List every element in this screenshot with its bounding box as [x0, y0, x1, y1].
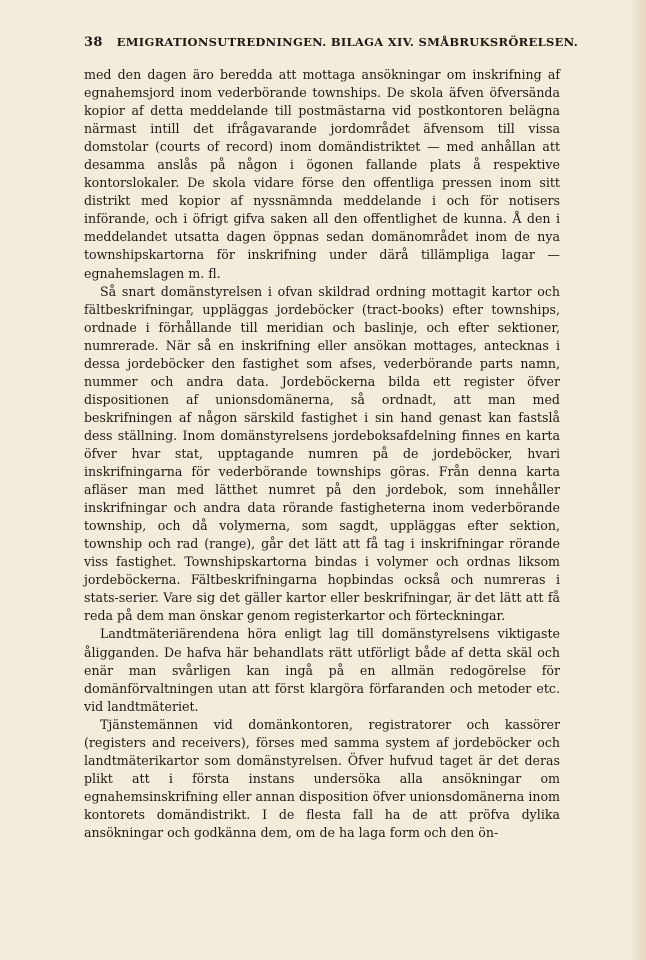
page-edge [630, 0, 646, 960]
paragraph-tjanstemannen: Tjänstemännen vid domänkontoren, registratorer och kassörer (registers and receivers), förses med samma system af jordeböcker och landtmäterikartor som domänstyrelsen. Öfver hufvud taget är det deras plikt att i första instans undersöka alla ansökningar om egnahemsinskrifning eller annan disposition öfver unionsdomänerna inom kontorets domändistrikt. I de flesta fall ha de att pröfva dylika ansökningar och godkänna dem, om de ha laga form och den ön- [84, 716, 560, 840]
paragraph-landtmateri: Landtmäteriärendena höra enligt lag till domänstyrelsens viktigaste åligganden. De hafva här behandlats rätt utförligt både af detta skäl och enär man svårligen kan ingå på en allmän redogörelse för domänförvaltningen utan att först klargöra förfaranden och metoder etc. vid landtmäteriet. [84, 626, 560, 714]
paragraph-continuation: med den dagen äro beredda att mottaga ansökningar om inskrifning af egnahemsjord inom vederbörande townships. De skola äfven öfversända kopior af detta meddelande till postmästarna vid postkontoren belägna närmast intill det ifrågavarande jordområdet äfvensom till vissa domstolar (courts of record) inom domändistriktet — med anhållan att desamma anslås på någon i ögonen fallande plats å respektive kontorslokaler. De skola vidare förse den offentliga pressen inom sitt distrikt med kopior af nyssnämnda meddelande i och för notisers införande, och i öfrigt gifva saken all den offentlighet de kunna. Å den i meddelandet utsatta dagen öppnas sedan domänområdet inom de nya townshipskartorna för inskrifning under därå tillämpliga lagar — egnahemslagen m. fl. [84, 67, 560, 281]
page-number: 38 [84, 35, 103, 50]
running-title: EMIGRATIONSUTREDNINGEN. BILAGA XIV. SMÅBRUKSRÖRELSEN. [116, 35, 579, 49]
paragraph-jordebocker: Så snart domänstyrelsen i ofvan skildrad ordning mottagit kartor och fältbeskrifningar, uppläggas jordeböcker (tract-books) efter townships, ordnade i förhållande till meridian och baslinje, och efter sektioner, numrerade. När så en inskrifning eller ansökan mottages, antecknas i dessa jordeböcker den fastighet som afses, vederbörande parts namn, nummer och andra data. Jordeböckerna bilda ett register öfver dispositionen af unionsdomänerna, så ordnadt, att man med beskrifningen af någon särskild fastighet i sin hand genast kan fastslå dess ställning. Inom domänstyrelsens jordeboksafdelning finnes en karta öfver hvar stat, upptagande numren på de jordeböcker, hvari inskrifningarna för vederbörande townships göras. Från denna karta afläser man med lätthet numret på den jordebok, som innehåller inskrifningar och andra data rörande fastigheterna inom vederbörande township, och då volymerna, som sagdt, uppläggas efter sektion, township och rad (range), går det lätt att få tag i inskrifningar rörande viss fastighet. Townshipskartorna bindas i volymer och ordnas liksom jordeböckerna. Fältbeskrifningarna hopbindas också och numreras i stats-serier. Vare sig det gäller kartor eller beskrifningar, är det lätt att få reda på dem man önskar genom registerkartor och förteckningar. [84, 283, 560, 624]
running-header [84, 35, 579, 50]
body-text [84, 66, 560, 842]
